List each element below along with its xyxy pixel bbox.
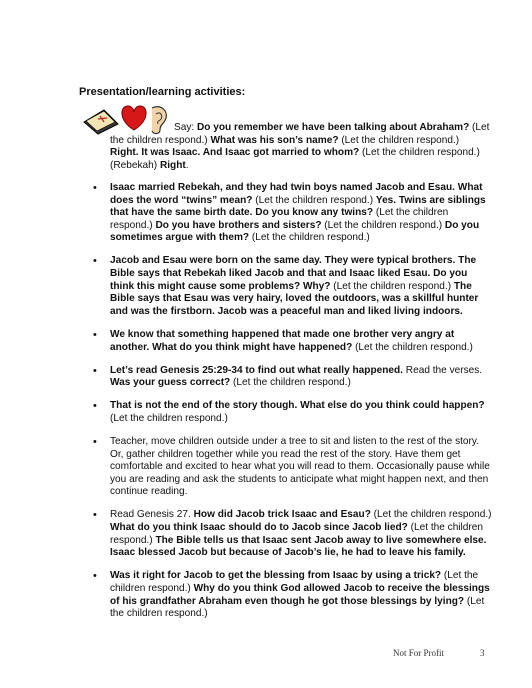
bold-run: That is not the end of the story though. What else do you think could happen? [110,400,485,412]
list-item [93,365,493,390]
bold-run: The Bible tells us that Isaac sent Jacob away to live somewhere else. Isaac blessed Jacob but because of Jacob’s lie, he had to leave his family. [110,534,487,559]
bold-run: Right [159,159,186,171]
list-item [93,255,493,318]
text-run: (Let the children respond.) [110,207,449,231]
page-number: 3 [480,648,485,658]
list-item [93,400,493,425]
intro-text [110,122,489,171]
text-run: (Let the children respond.) [338,134,460,146]
list-item [93,570,493,620]
bold-run: What do you think Isaac should do to Jacob since Jacob lied? [110,522,408,534]
text-run: (Let the children respond.) [330,280,454,292]
bold-run: Yes. Twins are siblings that have the same birth date. Do you know any twins? [110,194,486,219]
bold-run: We know that something happened that made one brother very angry at another. What do you think might have happened? [110,328,455,353]
list-item [93,436,493,499]
bold-run: The Bible says that Esau was very hairy, loved the outdoors, was a skillful hunter and was the firstborn. Jacob was a peaceful man and liked living indoors. [110,280,479,317]
text-run: . [185,159,189,171]
text-run: (Let the children respond.) [252,194,376,206]
text-run: Teacher, move children outside under a tree to sit and listen to the rest of the story. Or, gather children together while you read the rest of the story. Have them get comfortable and excited to hear what you will read to them. Occasionally pause while you are reading and ask the students to anticipate what might happen next, and then continue reading. [110,436,490,498]
list-item [93,509,493,559]
text-run: (Let the children respond.) [110,595,485,620]
text-run: Say: [174,122,198,133]
bold-run: Was it right for Jacob to get the blessing from Isaac by using a trick? [110,570,442,582]
text-run: (Let the children respond.) (Rebekah) [110,147,480,171]
bold-run: Let’s read Genesis 25:29-34 to find out what really happened. [110,364,403,376]
bold-run: Isaac married Rebekah, and they had twin boys named Jacob and Esau. What does the word “twins” mean? [110,182,483,206]
bold-run: How did Jacob trick Isaac and Esau? [193,509,371,521]
list-item [93,329,493,354]
activity-list [93,182,493,631]
bold-run: Jacob and Esau were born on the same day. They were typical brothers. The Bible says that Rebekah liked Jacob and that and Isaac liked Esau. Do you think this might cause some problems? Why? [110,255,477,292]
bold-run: Do you remember we have been talking about Abraham? [197,122,470,133]
text-run: Read the verses. [403,364,483,376]
footer-text: Not For Profit [393,648,445,658]
bold-run: Why do you think God allowed Jacob to receive the blessings of his grandfather Abraham even though he got those blessings by lying? [110,582,490,607]
intro-paragraph [110,122,490,172]
text-run: (Let the children respond.) [370,509,492,521]
text-run: (Let the children respond.) [249,232,370,244]
bold-run: Was your guess correct? [110,377,231,389]
text-run: (Let the children respond.) [110,522,483,546]
text-run: (Let the children respond.) [110,570,479,594]
text-run: (Let the children respond.) [321,219,445,231]
bold-run: Do you sometimes argue with them? [110,219,480,244]
text-run: (Let the children respond.) [230,377,351,389]
list-item [93,182,493,245]
bold-run: What was his son’s name? [210,134,339,146]
bold-run: Right. It was Isaac. And Isaac got married to whom? [110,147,360,159]
text-run: Read Genesis 27. [110,509,194,521]
bold-run: Do you have brothers and sisters? [155,219,322,231]
text-run: (Let the children respond.) [110,412,228,424]
section-heading: Presentation/learning activities: [79,86,246,98]
text-run: (Let the children respond.) [352,341,473,353]
text-run: (Let the children respond.) [110,122,490,146]
